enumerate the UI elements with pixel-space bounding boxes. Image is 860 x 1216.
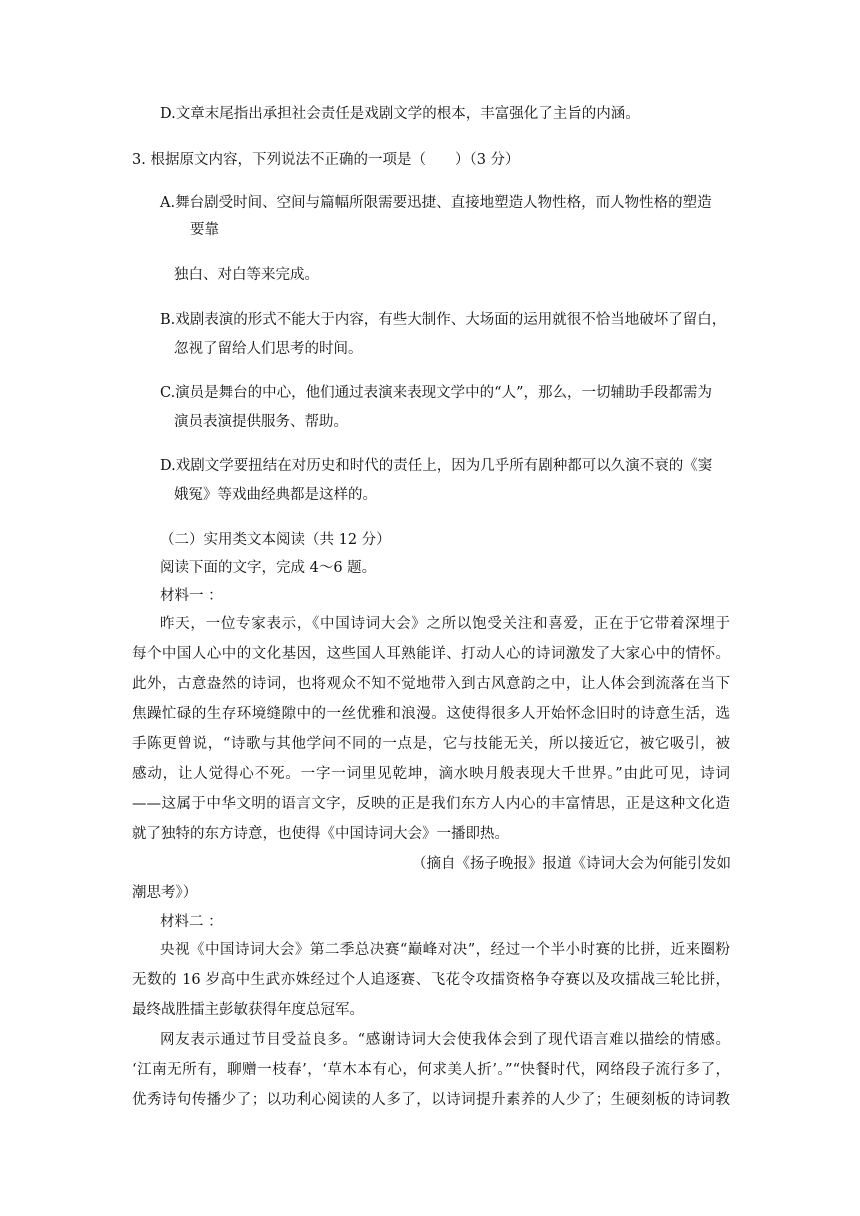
material2-line: 网友表示通过节目受益良多。“感谢诗词大会使我体会到了现代语言难以描绘的情感。	[160, 1032, 730, 1048]
material2-line: 无数的 16 岁高中生武亦姝经过个人追逐赛、飞花令攻擂资格争夺赛以及攻擂战三轮比拼，	[132, 972, 730, 988]
material2-line: 最终战胜擂主彭敏获得年度总冠军。	[132, 1002, 364, 1018]
material1-line: ——这属于中华文明的语言文字，反映的正是我们东方人内心的丰富情思，正是这种文化造	[132, 796, 730, 812]
q3-option-c-line2: 演员表演提供服务、帮助。	[174, 414, 348, 430]
material2-line: ‘江南无所有，聊赠一枝春’，‘草木本有心，何求美人折’。”“快餐时代，网络段子流行多了，	[132, 1062, 730, 1078]
section-heading: （二）实用类文本阅读（共 12 分）	[160, 532, 391, 548]
material1-line: 昨天，一位专家表示，《中国诗词大会》之所以饱受关注和喜爱，正在于它带着深埋于	[160, 616, 730, 632]
q3-option-a-line3: 独白、对白等来完成。	[174, 267, 319, 283]
material2-label: 材料二 ：	[160, 914, 223, 930]
material1-source-line2: 潮思考》）	[132, 885, 198, 901]
q3-option-b-line2: 忽视了留给人们思考的时间。	[174, 341, 363, 357]
q3-option-a-line1: A.舞台剧受时间、空间与篇幅所限需要迅捷、直接地塑造人物性格，而人物性格的塑造	[160, 195, 712, 211]
q3-option-c-line1: C.演员是舞台的中心，他们通过表演来表现文学中的“人”，那么，一切辅助手段都需为	[160, 385, 713, 401]
q3-option-a-line2: 要靠	[190, 222, 219, 238]
q3-stem: 3. 根据原文内容，下列说法不正确的一项是（ ）（3 分）	[132, 152, 520, 168]
material1-line: 焦躁忙碌的生存环境缝隙中的一丝优雅和浪漫。这使得很多人开始怀念旧时的诗意生活，选	[132, 706, 730, 722]
material1-line: 每个中国人心中的文化基因，这些国人耳熟能详、打动人心的诗词激发了大家心中的情怀。	[132, 646, 730, 662]
material1-line: 感动，让人觉得心不死。一字一词里见乾坤，滴水映月般表现大千世界。”由此可见，诗词	[132, 766, 730, 782]
material2-line: 央视《中国诗词大会》第二季总决赛“巅峰对决”，经过一个半小时赛的比拼，近来圈粉	[160, 942, 730, 958]
material1-source-line1: （摘自《扬子晚报》报道《诗词大会为何能引发如	[412, 856, 731, 872]
material1-label: 材料一 ：	[160, 588, 223, 604]
material1-line: 就了独特的东方诗意，也使得《中国诗词大会》一播即热。	[132, 826, 509, 842]
q3-option-d-line2: 娥冤》等戏曲经典都是这样的。	[174, 487, 377, 503]
q3-option-b-line1: B.戏剧表演的形式不能大于内容，有些大制作、大场面的运用就很不恰当地破坏了留白，	[160, 312, 727, 328]
q2-option-d: D.文章末尾指出承担社会责任是戏剧文学的根本，丰富强化了主旨的内涵。	[160, 106, 640, 122]
material1-line: 手陈更曾说，“诗歌与其他学问不同的一点是，它与技能无关，所以接近它，被它吸引，被	[132, 736, 730, 752]
reading-instruction: 阅读下面的文字，完成 4～6 题。	[160, 560, 377, 576]
material1-line: 此外，古意盎然的诗词，也将观众不知不觉地带入到古风意韵之中，让人体会到流落在当下	[132, 676, 730, 692]
q3-option-d-line1: D.戏剧文学要扭结在对历史和时代的责任上，因为几乎所有剧种都可以久演不衰的《窦	[160, 458, 713, 474]
material2-line: 优秀诗句传播少了；以功利心阅读的人多了，以诗词提升素养的人少了；生硬刻板的诗词教	[132, 1092, 730, 1108]
